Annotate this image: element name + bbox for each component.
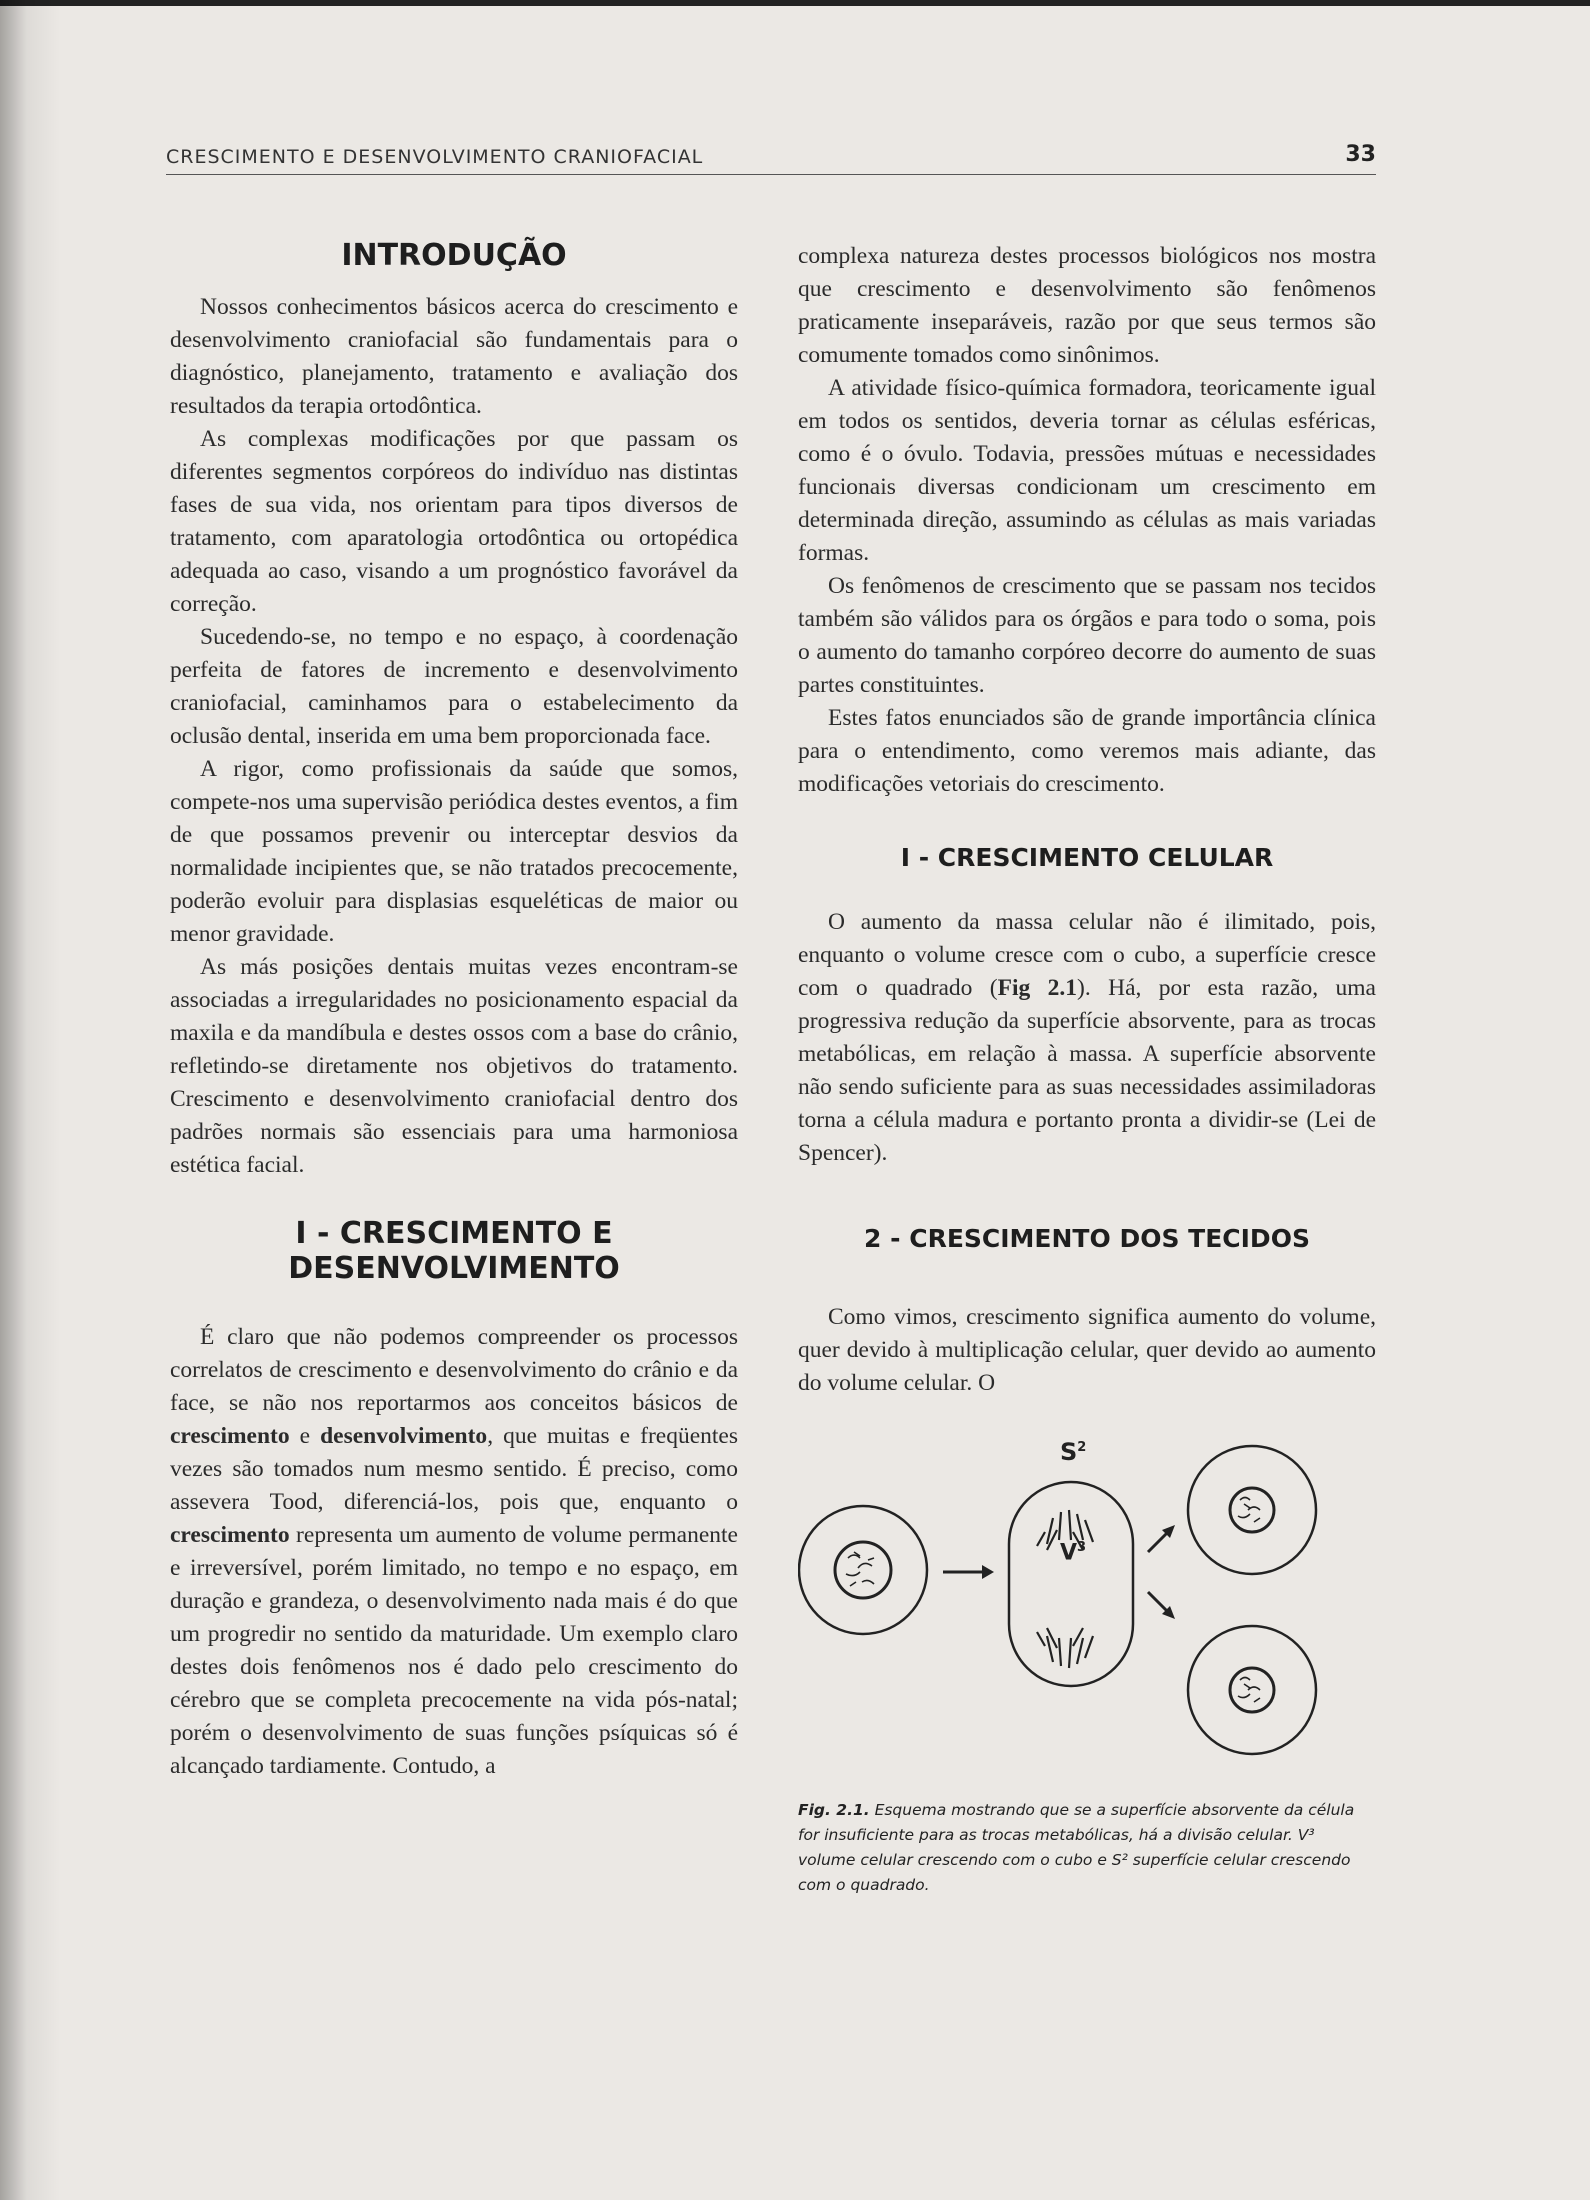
bold-term: crescimento	[170, 1423, 290, 1449]
cell-growth-heading: I - CRESCIMENTO CELULAR	[900, 843, 1274, 872]
paragraph: Sucedendo-se, no tempo e no espaço, à coordenação perfeita de fatores de incremento e desenvolvimento craniofacial, caminhamos para o estabelecimento da oclusão dental, inserida em uma bem proporcionada face.	[170, 624, 738, 749]
intro-heading: INTRODUÇÃO	[341, 238, 567, 273]
label-superscript: 2	[1077, 1440, 1087, 1455]
right-column	[798, 240, 1376, 1898]
paragraph	[798, 906, 1376, 1170]
paragraph: As más posições dentais muitas vezes encontram-se associadas a irregularidades no posicionamento espacial da maxila e da mandíbula e destes ossos com a base do crânio, refletindo-se diretamente nos objetivos do tratamento. Crescimento e desenvolvimento craniofacial dentro dos padrões normais são essenciais para uma harmoniosa estética facial.	[170, 954, 738, 1178]
paragraph: As complexas modificações por que passam os diferentes segmentos corpóreos do indivíduo nas distintas fases de sua vida, nos orientam para tipos diversos de tratamento, com aparatologia ortodôntica ou ortopédica adequada ao caso, visando a um prognóstico favorável da correção.	[170, 426, 738, 617]
paragraph: Os fenômenos de crescimento que se passam nos tecidos também são válidos para os órgãos e para todo o soma, pois o aumento do tamanho corpóreo decorre do aumento de suas partes constituintes.	[798, 573, 1376, 698]
chromosomes	[1037, 1510, 1093, 1668]
caption-label: Fig. 2.1.	[798, 1801, 870, 1819]
text-run: , que muitas e freqüentes vezes são tomados num mesmo sentido. É preciso, como assevera Tood, diferenciá-los, pois que, enquanto o	[170, 1423, 738, 1515]
binding-shadow	[0, 0, 60, 2200]
label-text: S	[1060, 1438, 1078, 1466]
daughter-cell-top	[1188, 1446, 1316, 1574]
page-number: 33	[1345, 142, 1376, 167]
paragraph: Como vimos, crescimento significa aumento do volume, quer devido à multiplicação celular, quer devido ao aumento do volume celular. O	[798, 1304, 1376, 1396]
tissue-growth-heading: 2 - CRESCIMENTO DOS TECIDOS	[864, 1224, 1310, 1253]
bold-term: desenvolvimento	[320, 1423, 488, 1449]
label-text: V	[1060, 1540, 1078, 1566]
text-run: representa um aumento de volume permanente e irreversível, porém limitado, no tempo e no espaço, em duração e grandeza, o desenvolvimento nada mais é do que um progredir no sentido da maturidade. Um exemplo claro destes dois fenômenos nos é dado pelo crescimento do cérebro que se completa precocemente na vida pós-natal; porém o desenvolvimento de suas funções psíquicas só é alcançado tardiamente. Contudo, a	[170, 1522, 738, 1779]
label-superscript: 3	[1077, 1540, 1087, 1555]
chromatin-marks	[846, 1498, 1260, 1703]
dividing-cell	[1009, 1482, 1133, 1686]
page-header	[166, 140, 1376, 175]
daughter-nucleus-top	[1230, 1488, 1274, 1532]
paragraph: Estes fatos enunciados são de grande importância clínica para o entendimento, como veremos mais adiante, das modificações vetoriais do crescimento.	[798, 705, 1376, 797]
paragraph: complexa natureza destes processos biológicos nos mostra que crescimento e desenvolvimento são fenômenos praticamente inseparáveis, razão por que seus termos são comumente tomados como sinônimos.	[798, 243, 1376, 368]
figure-caption	[798, 1798, 1376, 1898]
initial-cell	[799, 1506, 927, 1634]
section-1-heading-line1: I - CRESCIMENTO E	[295, 1216, 613, 1251]
figure-reference: Fig 2.1	[997, 975, 1078, 1001]
paragraph	[170, 1321, 738, 1783]
page-top-edge	[0, 0, 1590, 6]
initial-nucleus	[835, 1542, 891, 1598]
text-run: ). Há, por esta razão, uma progressiva redução da superfície absorvente, para as trocas metabólicas, em relação à massa. A superfície absorvente não sendo suficiente para as suas necessidades assimiladoras torna a célula madura e portanto pronta a dividir-se (Lei de Spencer).	[798, 975, 1376, 1166]
paragraph: A rigor, como profissionais da saúde que somos, compete-nos uma supervisão periódica destes eventos, a fim de que possamos prevenir ou interceptar desvios da normalidade incipientes que, se não tratados precocemente, poderão evoluir para displasias esqueléticas de maior ou menor gravidade.	[170, 756, 738, 947]
left-column	[170, 238, 738, 1783]
paragraph: A atividade físico-química formadora, teoricamente igual em todos os sentidos, deveria tornar as células esféricas, como é o óvulo. Todavia, pressões mútuas e necessidades funcionais diversas condicionam um crescimento em determinada direção, assumindo as células as mais variadas formas.	[798, 375, 1376, 566]
paragraph: Nossos conhecimentos básicos acerca do crescimento e desenvolvimento craniofacial são fundamentais para o diagnóstico, planejamento, tratamento e avaliação dos resultados da terapia ortodôntica.	[170, 294, 738, 419]
daughter-cell-bottom	[1188, 1626, 1316, 1754]
text-run: É claro que não podemos compreender os processos correlatos de crescimento e desenvolvimento do crânio e da face, se não nos reportarmos aos conceitos básicos de	[170, 1324, 738, 1416]
volume-label	[1060, 1540, 1086, 1565]
text-run: O aumento da massa celular não é ilimitado, pois, enquanto o volume cresce com o cubo, a superfície cresce com o quadrado (	[798, 909, 1376, 1001]
daughter-nucleus-bottom	[1230, 1668, 1274, 1712]
bold-term: crescimento	[170, 1522, 290, 1548]
text-run: e	[289, 1423, 321, 1449]
caption-text: Esquema mostrando que se a superfície absorvente da célula for insuficiente para as trocas metabólicas, há a divisão celular. V³ volume celular crescendo com o cubo e S² superfície celular crescendo com o quadrado.	[798, 1801, 1355, 1894]
section-1-heading	[170, 1216, 738, 1286]
cell-division-diagram	[798, 1440, 1376, 1770]
section-1-heading-line2: DESENVOLVIMENTO	[288, 1251, 620, 1286]
surface-label	[1060, 1438, 1086, 1466]
figure-2-1	[798, 1440, 1376, 1780]
running-head: CRESCIMENTO E DESENVOLVIMENTO CRANIOFACIAL	[166, 146, 704, 168]
